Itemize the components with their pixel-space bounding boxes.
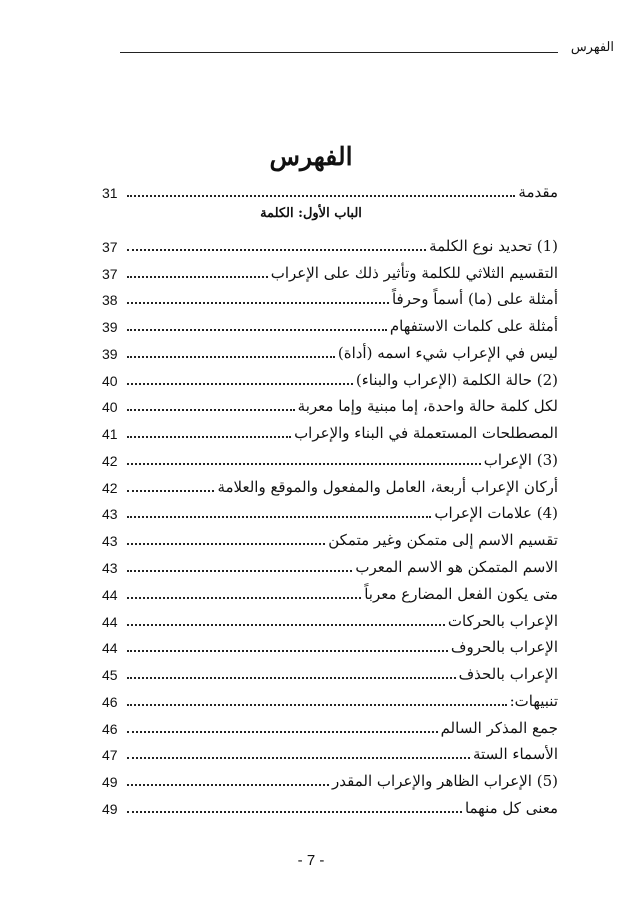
dot-leader <box>127 516 431 518</box>
dot-leader <box>127 757 470 759</box>
toc-page-number: 31 <box>102 185 118 201</box>
toc-entry <box>102 685 558 711</box>
dot-leader <box>127 436 291 438</box>
toc-entry <box>102 658 558 684</box>
dot-leader <box>127 543 325 545</box>
toc-title: أركان الإعراب أربعة، العامل والمفعول والموقع والعلامة <box>217 478 558 496</box>
dot-leader <box>127 704 507 706</box>
toc-entry <box>102 310 558 336</box>
toc-page-number: 43 <box>102 560 118 576</box>
dot-leader <box>127 784 329 786</box>
dot-leader <box>127 356 335 358</box>
toc-entry <box>102 283 558 309</box>
toc-page-number: 38 <box>102 292 118 308</box>
toc-title: متى يكون الفعل المضارع معرباً <box>364 585 558 603</box>
toc-entry <box>102 364 558 390</box>
toc-entry <box>102 578 558 604</box>
toc-page-number: 44 <box>102 587 118 603</box>
toc-entry <box>102 551 558 577</box>
toc-title: الإعراب بالحروف <box>450 638 558 656</box>
toc-entry <box>102 444 558 470</box>
toc-page-number: 43 <box>102 533 118 549</box>
toc-entry <box>102 524 558 550</box>
dot-leader <box>127 490 214 492</box>
toc-page-number: 37 <box>102 266 118 282</box>
dot-leader <box>127 383 353 385</box>
dot-leader <box>127 195 515 197</box>
toc-entry <box>102 605 558 631</box>
toc-entry <box>102 631 558 657</box>
toc-page-number: 49 <box>102 774 118 790</box>
toc-title: جمع المذكر السالم <box>440 719 558 737</box>
toc-entry <box>102 738 558 764</box>
toc-title: (2) حالة الكلمة (الإعراب والبناء) <box>355 371 558 389</box>
toc-page-number: 44 <box>102 614 118 630</box>
toc-title: (1) تحديد نوع الكلمة <box>429 237 558 255</box>
toc-title: تقسيم الاسم إلى متمكن وغير متمكن <box>328 531 558 549</box>
toc-page-number: 49 <box>102 801 118 817</box>
toc-page-number: 37 <box>102 239 118 255</box>
toc-title: الإعراب بالحذف <box>458 665 558 683</box>
toc-title: أمثلة على (ما) أسماً وحرفاً <box>391 290 558 308</box>
dot-leader <box>127 597 361 599</box>
toc-title: الإعراب بالحركات <box>447 612 558 630</box>
toc-entry <box>102 230 558 256</box>
toc-title: الأسماء الستة <box>472 745 558 763</box>
toc-page-number: 47 <box>102 747 118 763</box>
dot-leader <box>127 276 268 278</box>
toc-entry <box>102 176 558 202</box>
dot-leader <box>127 677 456 679</box>
toc-title: مقدمة <box>518 183 558 201</box>
toc-page-number: 39 <box>102 319 118 335</box>
toc-title: (3) الإعراب <box>483 451 558 469</box>
page-number: - 7 - <box>297 852 325 869</box>
toc-page-number: 40 <box>102 399 118 415</box>
dot-leader <box>127 302 389 304</box>
toc-title: ليس في الإعراب شيء اسمه (أداة) <box>337 344 558 362</box>
toc-entry <box>102 257 558 283</box>
toc-entry <box>102 471 558 497</box>
toc-title: الاسم المتمكن هو الاسم المعرب <box>355 558 558 576</box>
dot-leader <box>127 570 352 572</box>
toc-entry <box>102 390 558 416</box>
toc-title: (4) علامات الإعراب <box>434 504 558 522</box>
toc-title: لكل كلمة حالة واحدة، إما مبنية وإما معربة <box>297 397 558 415</box>
dot-leader <box>127 811 462 813</box>
toc-page-number: 42 <box>102 453 118 469</box>
toc-title: (5) الإعراب الظاهر والإعراب المقدر <box>332 772 558 790</box>
toc-title: أمثلة على كلمات الاستفهام <box>389 317 558 335</box>
toc-entry <box>102 337 558 363</box>
toc-entry <box>102 712 558 738</box>
toc-entry <box>102 792 558 818</box>
section-heading: الباب الأول: الكلمة <box>260 206 362 221</box>
toc-page-number: 41 <box>102 426 118 442</box>
toc-entry <box>102 497 558 523</box>
toc-title: التقسيم الثلاثي للكلمة وتأثير ذلك على الإعراب <box>270 264 558 282</box>
dot-leader <box>127 463 481 465</box>
toc-page-number: 45 <box>102 667 118 683</box>
toc-page-number: 46 <box>102 721 118 737</box>
toc-title: معنى كل منهما <box>464 799 558 817</box>
toc-entry <box>102 417 558 443</box>
toc-page-number: 40 <box>102 373 118 389</box>
toc-page-number: 43 <box>102 506 118 522</box>
toc-page-number: 42 <box>102 480 118 496</box>
running-header-text: الفهرس <box>565 40 614 55</box>
dot-leader <box>127 650 448 652</box>
dot-leader <box>127 409 295 411</box>
dot-leader <box>127 624 445 626</box>
toc-page-number: 46 <box>102 694 118 710</box>
dot-leader <box>127 731 438 733</box>
toc-title: تنبيهات: <box>509 692 558 710</box>
page-title: الفهرس <box>269 142 353 171</box>
toc-title: المصطلحات المستعملة في البناء والإعراب <box>294 424 558 442</box>
toc-page-number: 44 <box>102 640 118 656</box>
dot-leader <box>127 249 426 251</box>
toc-page-number: 39 <box>102 346 118 362</box>
dot-leader <box>127 329 387 331</box>
toc-entry <box>102 765 558 791</box>
